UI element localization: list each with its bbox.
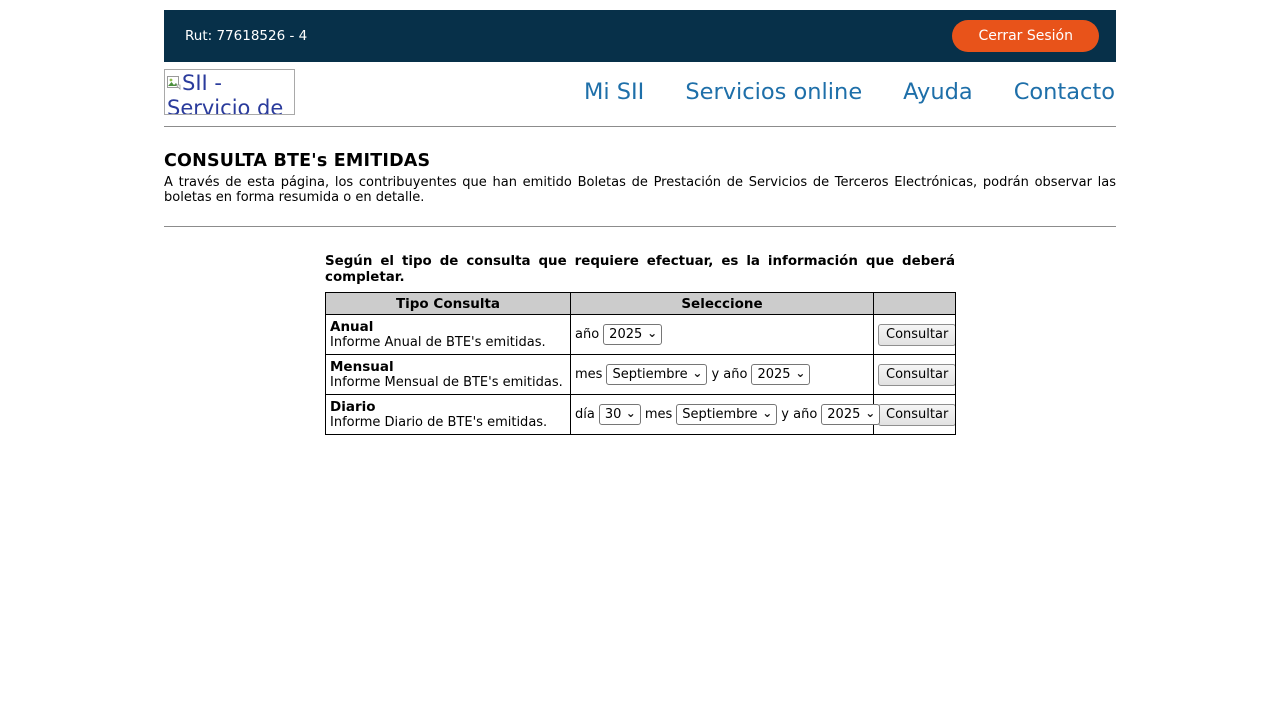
consulta-table bbox=[325, 292, 956, 435]
anual-year-select[interactable] bbox=[603, 324, 662, 345]
session-bar bbox=[164, 10, 1116, 62]
diario-year-select-wrap bbox=[821, 404, 880, 425]
anual-year-select-wrap bbox=[603, 324, 662, 345]
instruction-text: Según el tipo de consulta que requiere efectuar, es la información que deberá completar. bbox=[325, 254, 955, 285]
header-divider bbox=[164, 126, 1116, 127]
mensual-tipo-cell bbox=[326, 355, 571, 395]
sii-logo-broken-image[interactable] bbox=[164, 69, 295, 115]
nav-ayuda[interactable]: Ayuda bbox=[903, 79, 973, 105]
diario-year-label: y año bbox=[781, 407, 818, 422]
rut-label: Rut: 77618526 - 4 bbox=[185, 28, 308, 44]
mensual-year-select[interactable] bbox=[751, 364, 810, 385]
anual-consultar-button[interactable]: Consultar bbox=[878, 324, 956, 346]
logo-alt-text: SII - Servicio de bbox=[167, 71, 284, 115]
mensual-year-select-wrap bbox=[751, 364, 810, 385]
table-header-row bbox=[326, 293, 956, 315]
page-container bbox=[164, 0, 1116, 435]
diario-seleccione-cell bbox=[571, 395, 874, 435]
main-nav bbox=[584, 79, 1116, 105]
anual-type-label: Anual bbox=[330, 318, 374, 335]
mensual-month-select-wrap bbox=[606, 364, 707, 385]
table-row-mensual bbox=[326, 355, 956, 395]
site-header bbox=[164, 69, 1116, 115]
diario-button-cell bbox=[874, 395, 956, 435]
diario-consultar-button[interactable]: Consultar bbox=[878, 404, 956, 426]
anual-button-cell bbox=[874, 315, 956, 355]
mensual-type-label: Mensual bbox=[330, 358, 394, 375]
mensual-consultar-button[interactable]: Consultar bbox=[878, 364, 956, 386]
anual-description: Informe Anual de BTE's emitidas. bbox=[330, 334, 546, 350]
nav-servicios-online[interactable]: Servicios online bbox=[685, 79, 863, 105]
mensual-button-cell bbox=[874, 355, 956, 395]
anual-tipo-cell bbox=[326, 315, 571, 355]
nav-mi-sii[interactable]: Mi SII bbox=[583, 79, 645, 105]
diario-month-label: mes bbox=[644, 407, 673, 422]
mensual-seleccione-cell bbox=[571, 355, 874, 395]
page-description: A través de esta página, los contribuyentes que han emitido Boletas de Prestación de Servicios de Terceros Electrónicas, podrán observar las boletas en forma resumida o en detalle. bbox=[164, 175, 1116, 205]
diario-tipo-cell bbox=[326, 395, 571, 435]
diario-month-select[interactable] bbox=[676, 404, 777, 425]
diario-day-select-wrap bbox=[599, 404, 641, 425]
nav-contacto[interactable]: Contacto bbox=[1013, 79, 1115, 105]
header-empty bbox=[874, 293, 956, 315]
diario-description: Informe Diario de BTE's emitidas. bbox=[330, 414, 548, 430]
diario-day-select[interactable] bbox=[599, 404, 641, 425]
page-title: CONSULTA BTE's EMITIDAS bbox=[164, 151, 431, 171]
diario-day-label: día bbox=[575, 407, 595, 422]
section-divider bbox=[164, 226, 1116, 227]
mensual-month-select[interactable] bbox=[606, 364, 707, 385]
anual-year-label: año bbox=[575, 327, 600, 342]
mensual-month-label: mes bbox=[575, 367, 603, 382]
anual-seleccione-cell bbox=[571, 315, 874, 355]
header-seleccione: Seleccione bbox=[571, 293, 874, 315]
broken-image-icon bbox=[167, 75, 181, 94]
diario-year-select[interactable] bbox=[821, 404, 880, 425]
mensual-year-label: y año bbox=[711, 367, 748, 382]
table-row-anual bbox=[326, 315, 956, 355]
logout-button[interactable]: Cerrar Sesión bbox=[952, 20, 1099, 52]
header-tipo-consulta: Tipo Consulta bbox=[326, 293, 571, 315]
diario-month-select-wrap bbox=[676, 404, 777, 425]
table-row-diario bbox=[326, 395, 956, 435]
consulta-section bbox=[325, 254, 955, 435]
diario-type-label: Diario bbox=[330, 398, 376, 415]
mensual-description: Informe Mensual de BTE's emitidas. bbox=[330, 374, 563, 390]
